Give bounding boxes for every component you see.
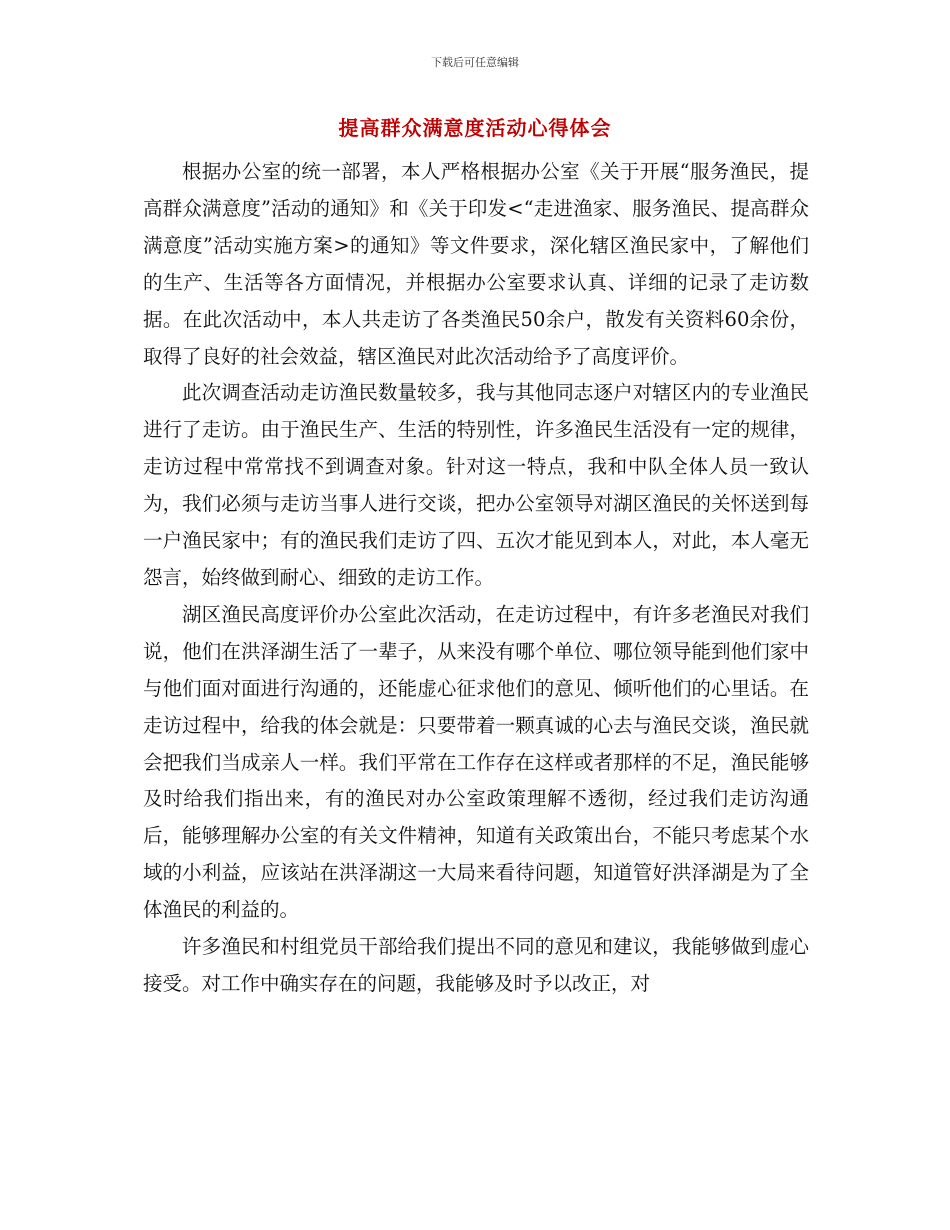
document-title: 提高群众满意度活动心得体会: [338, 116, 612, 140]
paragraph-2: 此次调查活动走访渔民数量较多，我与其他同志逐户对辖区内的专业渔民进行了走访。由于渔民生产、生活的特别性，许多渔民生活没有一定的规律，走访过程中常常找不到调查对象。针对这一特点，我和中队全体人员一致认为，我们必须与走访当事人进行交谈，把办公室领导对湖区渔民的关怀送到每一户渔民家中；有的渔民我们走访了四、五次才能见到本人，对此，本人毫无怨言，始终做到耐心、细致的走访工作。: [143, 381, 809, 589]
paragraph-3: 湖区渔民高度评价办公室此次活动，在走访过程中，有许多老渔民对我们说，他们在洪泽湖生活了一辈子，从来没有哪个单位、哪位领导能到他们家中与他们面对面进行沟通的，还能虚心征求他们的意见、倾听他们的心里话。在走访过程中，给我的体会就是：只要带着一颗真诚的心去与渔民交谈，渔民就会把我们当成亲人一样。我们平常在工作存在这样或者那样的不足，渔民能够及时给我们指出来，有的渔民对办公室政策理解不透彻，经过我们走访沟通后，能够理解办公室的有关文件精神，知道有关政策出台，不能只考虑某个水域的小利益，应该站在洪泽湖这一大局来看待问题，知道管好洪泽湖是为了全体渔民的利益的。: [143, 602, 809, 922]
header-note: 下载后可任意编辑: [431, 56, 519, 69]
paragraph-4: 许多渔民和村组党员干部给我们提出不同的意见和建议，我能够做到虚心接受。对工作中确实存在的问题，我能够及时予以改正，对: [143, 935, 809, 995]
document-body: [143, 154, 809, 1003]
paragraph-1: 根据办公室的统一部署，本人严格根据办公室《关于开展“服务渔民，提高群众满意度”活动的通知》和《关于印发<“走进渔家、服务渔民、提高群众满意度”活动实施方案>的通知》等文件要求，深化辖区渔民家中，了解他们的生产、生活等各方面情况，并根据办公室要求认真、详细的记录了走访数据。在此次活动中，本人共走访了各类渔民50余户，散发有关资料60余份，取得了良好的社会效益，辖区渔民对此次活动给予了高度评价。: [143, 160, 809, 368]
